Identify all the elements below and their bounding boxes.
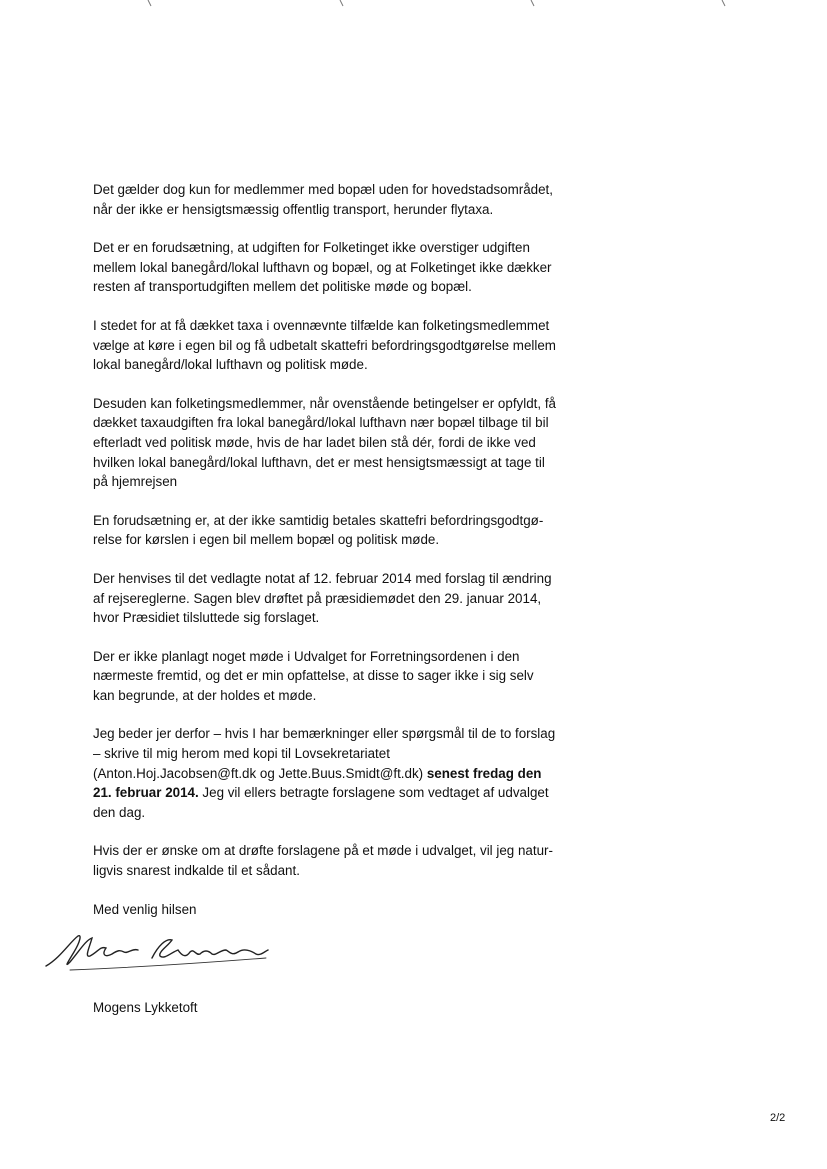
salutation: Med venlig hilsen	[93, 901, 197, 917]
text-line: – skrive til mig herom med kopi til Lovsekretariatet	[93, 746, 390, 762]
text-line: mellem lokal banegård/lokal lufthavn og bopæl, og at Folketinget ikke dækker	[93, 259, 552, 275]
text-line	[93, 783, 593, 803]
text-line: En forudsætning er, at der ikke samtidig betales skattefri befordringsgodtgø-	[93, 512, 544, 528]
scan-artifact-marks	[0, 0, 827, 12]
text-line	[93, 764, 593, 784]
text-line: hvilken lokal banegård/lokal lufthavn, det er mest hensigtsmæssigt at tage til	[93, 454, 545, 470]
text-line: kan begrunde, at der holdes et møde.	[93, 687, 317, 703]
text-line: af rejsereglerne. Sagen blev drøftet på præsidiemødet den 29. januar 2014,	[93, 590, 542, 606]
text-line: nærmeste fremtid, og det er min opfattelse, at disse to sager ikke i sig selv	[93, 668, 534, 684]
paragraph-6	[93, 569, 593, 628]
closing-paragraph	[93, 841, 593, 880]
text-line: ligvis snarest indkalde til et sådant.	[93, 863, 300, 879]
paragraph-1	[93, 180, 593, 219]
paragraph-3	[93, 316, 593, 375]
text-line: Det er en forudsætning, at udgiften for Folketinget ikke overstiger udgiften	[93, 240, 530, 256]
request-paragraph	[93, 724, 593, 822]
letter-body	[93, 180, 593, 919]
deadline-text: senest fredag den	[426, 765, 542, 781]
text-line: Desuden kan folketingsmedlemmer, når ovenstående betingelser er opfyldt, få	[93, 395, 556, 411]
text-line: relse for kørslen i egen bil mellem bopæl og politisk møde.	[93, 532, 440, 548]
text-line: Der er ikke planlagt noget møde i Udvalget for Forretningsordenen i den	[93, 648, 520, 664]
text-line: vælge at køre i egen bil og få udbetalt skattefri befordringsgodtgørelse mellem	[93, 337, 556, 353]
text-line: den dag.	[93, 804, 146, 820]
text-line: Det gælder dog kun for medlemmer med bopæl uden for hovedstadsområdet,	[93, 182, 553, 197]
text-line: resten af transportudgiften mellem det politiske møde og bopæl.	[93, 279, 472, 295]
paragraph-2	[93, 238, 593, 297]
text-line: Jeg beder jer derfor – hvis I har bemærkninger eller spørgsmål til de to forslag	[93, 726, 556, 742]
text-line: på hjemrejsen	[93, 474, 178, 490]
signer-name: Mogens Lykketoft	[93, 1000, 198, 1015]
text-line: Hvis der er ønske om at drøfte forslagene på et møde i udvalget, vil jeg natur-	[93, 843, 553, 859]
deadline-date: 21. februar 2014.	[93, 785, 199, 801]
text-line: lokal banegård/lokal lufthavn og politisk møde.	[93, 357, 368, 373]
text-line: Der henvises til det vedlagte notat af 12. februar 2014 med forslag til ændring	[93, 570, 552, 586]
paragraph-5	[93, 511, 593, 550]
text-line: når der ikke er hensigtsmæssig offentlig transport, herunder flytaxa.	[93, 201, 494, 217]
handwritten-signature	[40, 928, 280, 978]
text-fragment: Jeg vil ellers betragte forslagene som vedtaget af udvalget	[198, 785, 549, 801]
text-line: hvor Præsidiet tilsluttede sig forslaget.	[93, 610, 320, 626]
text-line: I stedet for at få dækket taxa i ovennævnte tilfælde kan folketingsmedlemmet	[93, 317, 550, 333]
text-line: efterladt ved politisk møde, hvis de har ladet bilen stå dér, fordi de ikke ved	[93, 434, 536, 450]
text-line: dækket taxaudgiften fra lokal banegård/lokal lufthavn nær bopæl tilbage til bil	[93, 415, 549, 431]
page-number: 2/2	[770, 1112, 786, 1124]
paragraph-7	[93, 647, 593, 706]
paragraph-4	[93, 394, 593, 492]
email-addresses: (Anton.Hoj.Jacobsen@ft.dk og Jette.Buus.Smidt@ft.dk)	[93, 765, 427, 781]
